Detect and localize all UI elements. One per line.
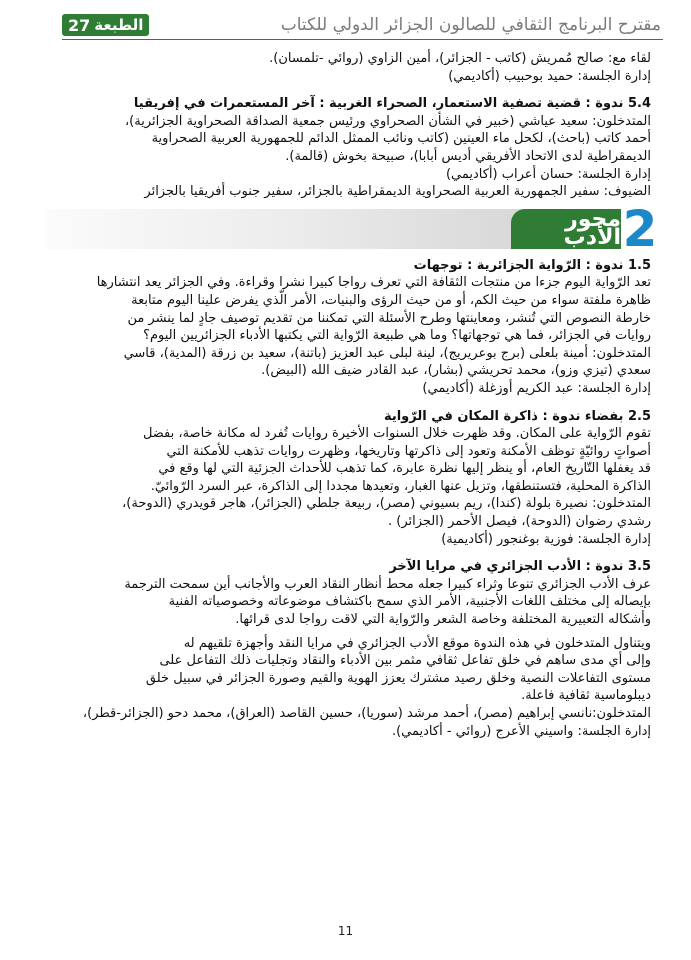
description-line: وإلى أي مدى ساهم في خلق تفاعل ثقافي مثمر بين الأدباء والنقاد وتجليات ذلك التفاعل على [159, 653, 651, 669]
session-moderator: إدارة الجلسة: حميد بوحبيب (أكاديمي) [448, 68, 651, 84]
description-line: تعد الرّواية اليوم جزءا من منتجات الثقافة التي تعرف رواجا كبيرا نشرا وقراءة. وفي الجزائر يعد انتشارها [96, 275, 651, 291]
description-line: تقوم الرّواية على المكان. وقد ظهرت خلال السنوات الأخيرة روايات تُفرد له مكانة خاصة، بفضل [142, 426, 651, 442]
description-line: وأشكاله التعبيرية المختلفة وخاصة الشعر والرّواية التي لاقت رواجا لدى قرائها. [235, 612, 651, 628]
seminar-title: 1.5 ندوة : الرّواية الجزائرية : توجهات [413, 257, 651, 273]
header-title: مقترح البرنامج الثقافي للصالون الجزائر الدولي للكتاب [280, 15, 661, 35]
seminar-title: 3.5 ندوة : الأدب الجزائري في مرايا الآخر [389, 559, 651, 575]
page-header [62, 10, 661, 40]
edition-number: 27 [68, 15, 91, 35]
guests-line: الضيوف: سفير الجمهورية العربية الصحراوية الديمقراطية بالجزائر، سفير جنوب أفريقيا بالجزائر [144, 184, 651, 200]
participants-line: المتدخلون: سعيد عياشي (خبير في الشأن الصحراوي ورئيس جمعية الصداقة الصحراوية الجزائرية)، [124, 113, 651, 129]
participants-line: سعدي (تيزي وزو)، محمد تحريشي (بشار)، عبد القادر ضيف الله (البيض). [261, 363, 651, 379]
description-line: أصواتٍ روائيّةٍ توظف الأمكنة وتعود إلى ذاكرتها وتاريخها، وظهرت روايات تذهب للأمكنة التي [166, 443, 651, 459]
section-heading-band [0, 199, 691, 258]
description-line: ظاهرة ملفتة سواء من حيث الكم، أو من حيث الرؤى والبنيات، الأمر الّذي يفرض علينا اليوم متابعة [131, 292, 651, 308]
participants-line: المتدخلون:نانسي إبراهيم (مصر)، أحمد مرشد (سوريا)، حسين القاصد (العراق)، محمد دحو (الجزائر-قطر)، [82, 706, 651, 721]
edition-label: الطبعة [94, 16, 144, 34]
description-line: مستوى التفاعلات النصية وخلق رصيد مشترك يعزز الهوية والقيم وصورة الجزائر في سبيل خلق [145, 670, 651, 686]
description-line: بإيصاله إلى مختلف اللغات الأجنبية، الأمر الذي سمح باكتشاف موضوعاته وخصوصياته الفنية [168, 594, 651, 610]
header-divider [62, 39, 663, 40]
seminar-title: 2.5 بفضاء ندوة : ذاكرة المكان في الرّواية [383, 408, 651, 424]
section-title: محور الأدب [511, 209, 621, 249]
session-moderator: إدارة الجلسة: عبد الكريم أوزغلة (أكاديمي) [422, 380, 651, 396]
session-moderator: إدارة الجلسة: فوزية بوغنجور (أكاديمية) [441, 531, 651, 547]
participants-line: الديمقراطية لدى الاتحاد الأفريقي أديس أبابا)، صبيحة بخوش (قالمة). [285, 148, 651, 164]
participants-line: المتدخلون: نصيرة بلولة (كندا)، ريم بسيوني (مصر)، ربيعة جلطي (الجزائر)، هاجر قويدري (الدوحة)، [122, 496, 651, 512]
description-line: خارطة النصوص التي تُنشر، ومعاينتها وطرح الأسئلة التي تمكننا من تقديم توصيف جادٍ لما ينشر من [127, 310, 651, 326]
meeting-guests: لقاء مع: صالح مُمريش (كاتب - الجزائر)، أمين الزاوي (روائي -تلمسان). [269, 51, 651, 66]
page-content [46, 50, 658, 740]
description-line: عرف الأدب الجزائري تنوعا وثراء كبيرا جعله محط أنظار النقاد العرب والأجانب أين سمحت الترجمة [124, 576, 651, 592]
description-line: الذاكرة المحلية، فتستنطقها، وتزيل عنها الغبار، وتعيدها مجددا إلى الذاكرة، عبر السرد الرّوائيّ. [150, 478, 651, 494]
description-line: ويتناول المتدخلون في هذه الندوة موقع الأدب الجزائري في مرايا النقد وأجهزة تلقيهم له [183, 635, 651, 651]
section-numeral: 2 [622, 199, 658, 258]
seminar-title: 5.4 ندوة : قضية تصفية الاستعمار، الصحراء الغربية : آخر المستعمرات في إفريقيا [133, 96, 651, 112]
description-line: روايات في الجزائر، فما هي توجهاتها؟ وما هي طبيعة الرّواية التي يكتبها الأدباء الجزائريين اليوم؟ [143, 328, 651, 344]
description-line: ديبلوماسية ثقافية فاعلة. [521, 688, 651, 704]
description-line: قد يغفلها التّاريخ العام، أو ينظر إليها نظرة عابرة، كما تذهب للأحداث الجزئية التي لها وقع في [158, 461, 651, 477]
session-moderator: إدارة الجلسة: حسان أعراب (أكاديمي) [445, 166, 651, 182]
page-number: 11 [337, 924, 354, 938]
participants-line: رشدي رضوان (الدوحة)، فيصل الأحمر (الجزائر) . [388, 514, 651, 530]
edition-badge [62, 14, 149, 36]
participants-line: أحمد كاتب (باحث)، لكحل ماء العينين (كاتب ونائب الممثل الدائم للجمهورية العربية الصحراوية [151, 131, 651, 147]
participants-line: المتدخلون: أمينة بلعلى (برج بوعريريج)، لينة لبلى عبد العزيز (باتنة)، سعيد بن زرقة (المدية)، قاسي [123, 345, 651, 361]
session-moderator: إدارة الجلسة: واسيني الأعرج (روائي - أكاديمي). [391, 723, 651, 739]
